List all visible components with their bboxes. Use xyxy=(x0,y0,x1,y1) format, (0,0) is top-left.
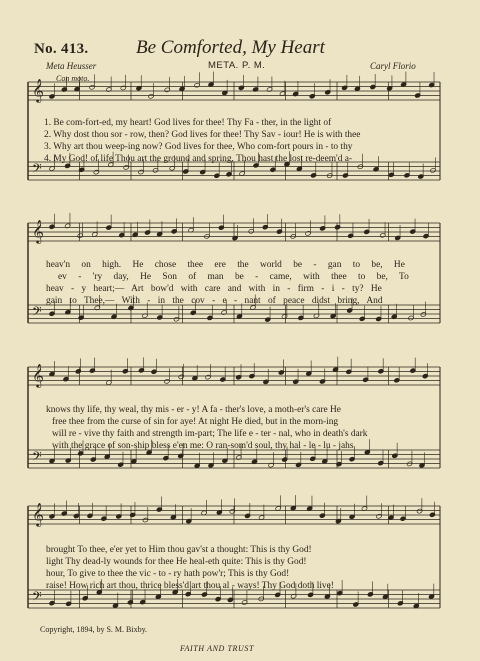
copyright-notice: Copyright, 1894, by S. M. Bixby. xyxy=(40,625,148,634)
tempo-marking: Con moto. xyxy=(56,74,90,83)
words-credit: Meta Heusser xyxy=(46,61,97,71)
lyric-line: 3. Why art thou weep-ing now? God lives for thee, Who com-fort pours in - to thy xyxy=(44,142,353,152)
treble-clef-icon: 𝄞 xyxy=(32,502,44,526)
lyric-line: heav'n on high. He chose thee ere the world be - gan to be, He xyxy=(46,260,405,270)
lyric-line: heav - y heart;— Art bow'd with care and with in - firm - i - ty? He xyxy=(46,284,382,294)
bass-clef-icon: 𝄢 xyxy=(32,589,42,607)
lyric-line: 1. Be com-fort-ed, my heart! God lives for thee! Thy Fa - ther, in the light of xyxy=(44,118,332,128)
lyric-line: knows thy life, thy weal, thy mis - er - y! A fa - ther's love, a moth-er's care He xyxy=(46,405,341,415)
treble-clef-icon: 𝄞 xyxy=(32,78,44,102)
lyric-line: free thee from the curse of sin for aye! At night He died, but in the morn-ing xyxy=(52,417,339,427)
bass-clef-icon: 𝄢 xyxy=(32,304,42,322)
lyric-line: gain to Thee,— With - in the cov - e - nant of peace didst bring, And xyxy=(46,296,383,306)
bass-clef-icon: 𝄢 xyxy=(32,449,42,467)
meter-label: META. P. M. xyxy=(208,60,266,71)
lyric-line: brought To thee, e'er yet to Him thou gav'st a thought: This is thy God! xyxy=(46,545,312,555)
lyric-line: hour, To give to thee the vic - to - ry hath pow'r; This is thy God! xyxy=(46,569,290,579)
lyric-line: will re - vive thy faith and strength im-part; The life e - ter - nal, who in death's dark xyxy=(52,429,368,439)
lyric-line: 4. My God! of life Thou art the ground and spring, Thou hast the lost re-deem'd a- xyxy=(44,154,353,164)
lyric-line: light Thy dead-ly wounds for thee He heal-eth quite: This is thy God! xyxy=(46,557,307,567)
treble-clef-icon: 𝄞 xyxy=(32,363,44,387)
lyric-line: with the grace of son-ship bless e'en me: O ran-som'd soul, thy hal - le - lu - jahs xyxy=(52,441,354,451)
lyric-line: ev - 'ry day, He Son of man be - came, with thee to be, To xyxy=(58,272,409,282)
hymn-number: No. 413. xyxy=(34,41,89,57)
section-title: FAITH AND TRUST xyxy=(180,644,255,653)
music-credit: Caryl Florio xyxy=(370,61,416,71)
hymn-title: Be Comforted, My Heart xyxy=(136,37,325,58)
lyric-line: raise! How rich art thou, thrice bless'd art thou al - ways! Thy God doth live! xyxy=(46,581,334,591)
treble-clef-icon: 𝄞 xyxy=(32,219,44,243)
bass-clef-icon: 𝄢 xyxy=(32,161,42,179)
lyric-line: 2. Why dost thou sor - row, then? God lives for thee! Thy Sav - iour! He is with thee xyxy=(44,130,361,140)
